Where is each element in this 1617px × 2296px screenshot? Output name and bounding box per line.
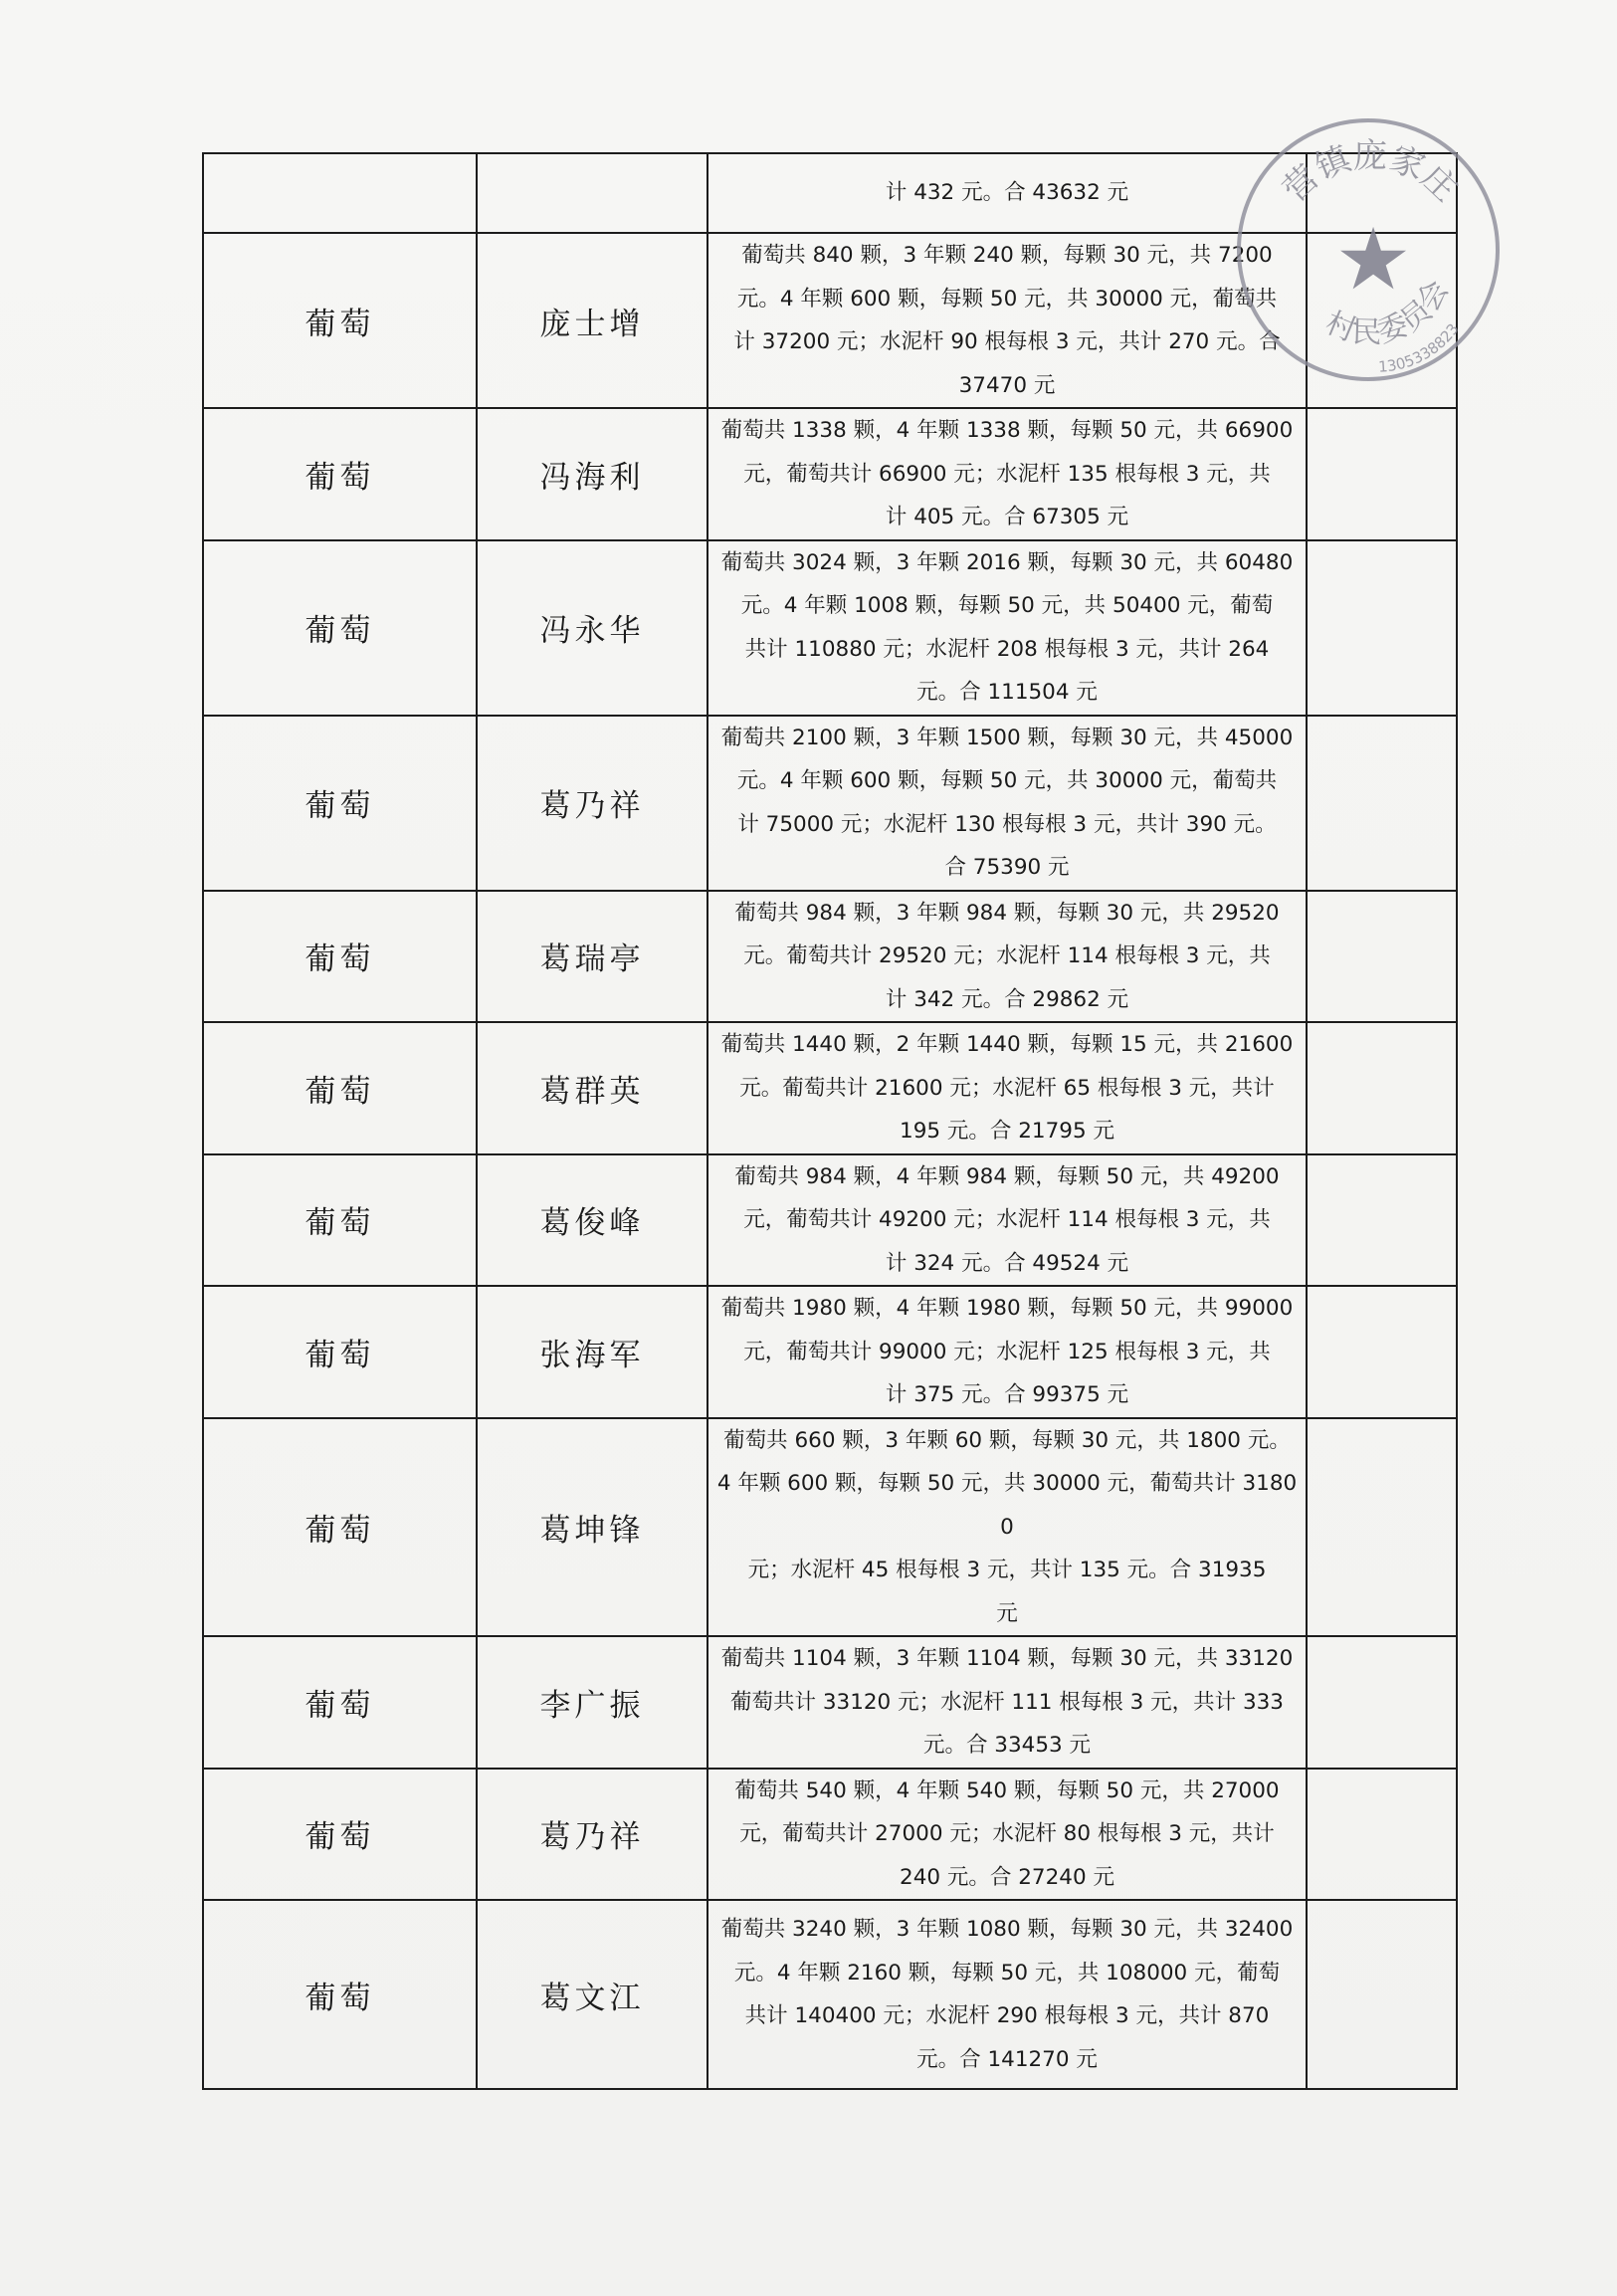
remarks-cell: [1307, 891, 1457, 1023]
seal-star-icon: ★: [1334, 210, 1412, 310]
compensation-detail-cell: [707, 1022, 1307, 1154]
table-row: [203, 716, 1457, 891]
table-row: [203, 233, 1457, 408]
crop-cell: 葡萄: [203, 891, 477, 1023]
compensation-detail-cell: [707, 1900, 1307, 2089]
detail-line: 共计 110880 元；水泥杆 208 根每根 3 元，共计 264: [744, 636, 1270, 662]
detail-line: 元，葡萄共计 66900 元；水泥杆 135 根每根 3 元，共: [743, 461, 1271, 487]
table-row: [203, 1636, 1457, 1769]
detail-line: 葡萄共 840 颗，3 年颗 240 颗，每颗 30 元，共 7200: [741, 243, 1273, 268]
detail-line: 元。4 年颗 600 颗，每颗 50 元，共 30000 元，葡萄共: [736, 768, 1278, 793]
detail-line: 元。4 年颗 2160 颗，每颗 50 元，共 108000 元，葡萄: [733, 1960, 1281, 1985]
owner-name-cell: 葛文江: [477, 1900, 707, 2089]
detail-line: 元。葡萄共计 29520 元；水泥杆 114 根每根 3 元，共: [743, 943, 1271, 968]
detail-line: 葡萄共 3240 颗，3 年颗 1080 颗，每颗 30 元，共 32400: [720, 1917, 1294, 1942]
owner-name-cell: [477, 153, 707, 233]
owner-name-cell: 葛坤锋: [477, 1418, 707, 1637]
table-row: [203, 153, 1457, 233]
compensation-detail-cell: [707, 1769, 1307, 1901]
crop-cell: 葡萄: [203, 1022, 477, 1154]
table-body: [203, 153, 1457, 2089]
crop-cell: 葡萄: [203, 1286, 477, 1418]
table-row: [203, 1022, 1457, 1154]
detail-line: 元。葡萄共计 21600 元；水泥杆 65 根每根 3 元，共计: [739, 1075, 1275, 1101]
detail-line: 元。合 141270 元: [916, 2046, 1098, 2072]
seal-number: 1305338823: [1377, 319, 1463, 376]
detail-line: 计 75000 元；水泥杆 130 根每根 3 元，共计 390 元。: [737, 811, 1277, 837]
owner-name-cell: 葛乃祥: [477, 716, 707, 891]
detail-line: 计 342 元。合 29862 元: [885, 986, 1129, 1012]
remarks-cell: [1307, 716, 1457, 891]
crop-cell: [203, 153, 477, 233]
compensation-detail-cell: [707, 716, 1307, 891]
compensation-detail-cell: [707, 233, 1307, 408]
table-row: [203, 1769, 1457, 1901]
detail-line: 计 405 元。合 67305 元: [885, 505, 1129, 529]
detail-line: 元。4 年颗 600 颗，每颗 50 元，共 30000 元，葡萄共: [736, 286, 1278, 312]
detail-line: 葡萄共 1104 颗，3 年颗 1104 颗，每颗 30 元，共 33120: [720, 1646, 1294, 1671]
crop-cell: 葡萄: [203, 1636, 477, 1769]
remarks-cell: [1307, 1418, 1457, 1637]
crop-cell: 葡萄: [203, 1900, 477, 2089]
detail-line: 元: [996, 1600, 1018, 1626]
owner-name-cell: 葛俊峰: [477, 1154, 707, 1287]
crop-cell: 葡萄: [203, 716, 477, 891]
detail-line: 葡萄共计 33120 元；水泥杆 111 根每根 3 元，共计 333: [730, 1689, 1284, 1715]
remarks-cell: [1307, 233, 1457, 408]
table-row: [203, 1900, 1457, 2089]
remarks-cell: [1307, 408, 1457, 540]
remarks-cell: [1307, 1022, 1457, 1154]
table-row: [203, 408, 1457, 540]
owner-name-cell: 张海军: [477, 1286, 707, 1418]
compensation-table: [202, 152, 1458, 2090]
detail-line: 元，葡萄共计 99000 元；水泥杆 125 根每根 3 元，共: [743, 1339, 1271, 1364]
table-row: [203, 891, 1457, 1023]
detail-line: 元；水泥杆 45 根每根 3 元，共计 135 元。合 31935: [747, 1558, 1267, 1582]
crop-cell: 葡萄: [203, 1154, 477, 1287]
detail-line: 4 年颗 600 颗，每颗 50 元，共 30000 元，葡萄共计 31800: [716, 1471, 1298, 1540]
detail-line: 195 元。合 21795 元: [900, 1119, 1114, 1144]
compensation-detail-cell: [707, 891, 1307, 1023]
remarks-cell: [1307, 1636, 1457, 1769]
detail-line: 共计 140400 元；水泥杆 290 根每根 3 元，共计 870: [744, 2003, 1270, 2028]
seal-bottom-text: 村民委员会: [1320, 274, 1456, 351]
detail-line: 葡萄共 1980 颗，4 年颗 1980 颗，每颗 50 元，共 99000: [720, 1296, 1294, 1321]
detail-line: 37470 元: [958, 372, 1056, 398]
table-row: [203, 1154, 1457, 1287]
remarks-cell: [1307, 540, 1457, 716]
owner-name-cell: 冯永华: [477, 540, 707, 716]
remarks-cell: [1307, 1900, 1457, 2089]
compensation-detail-cell: [707, 1636, 1307, 1769]
table-row: [203, 540, 1457, 716]
seal-top-text: 营镇庞家庄: [1275, 136, 1466, 210]
compensation-detail-cell: [707, 408, 1307, 540]
detail-line: 计 324 元。合 49524 元: [885, 1250, 1129, 1276]
detail-line: 葡萄共 660 颗，3 年颗 60 颗，每颗 30 元，共 1800 元。: [723, 1427, 1291, 1453]
detail-line: 葡萄共 540 颗，4 年颗 540 颗，每颗 50 元，共 27000: [734, 1777, 1280, 1803]
detail-line: 元。合 33453 元: [922, 1733, 1092, 1758]
crop-cell: 葡萄: [203, 233, 477, 408]
owner-name-cell: 庞士增: [477, 233, 707, 408]
detail-line: 合 75390 元: [944, 855, 1070, 880]
crop-cell: 葡萄: [203, 1769, 477, 1901]
detail-line: 元。合 111504 元: [916, 680, 1098, 705]
compensation-detail-cell: [707, 1418, 1307, 1637]
owner-name-cell: 葛群英: [477, 1022, 707, 1154]
detail-line: 计 37200 元；水泥杆 90 根每根 3 元，共计 270 元。合: [733, 329, 1281, 354]
owner-name-cell: 冯海利: [477, 408, 707, 540]
detail-line: 计 432 元。合 43632 元: [885, 180, 1129, 206]
detail-line: 葡萄共 984 颗，4 年颗 984 颗，每颗 50 元，共 49200: [734, 1163, 1280, 1189]
remarks-cell: [1307, 1286, 1457, 1418]
compensation-detail-cell: [707, 1286, 1307, 1418]
compensation-detail-cell: [707, 1154, 1307, 1287]
remarks-cell: [1307, 153, 1457, 233]
compensation-detail-cell: [707, 153, 1307, 233]
remarks-cell: [1307, 1769, 1457, 1901]
table-row: [203, 1418, 1457, 1637]
detail-line: 葡萄共 984 颗，3 年颗 984 颗，每颗 30 元，共 29520: [734, 900, 1280, 926]
detail-line: 葡萄共 1338 颗，4 年颗 1338 颗，每颗 50 元，共 66900: [720, 418, 1294, 443]
owner-name-cell: 葛瑞亭: [477, 891, 707, 1023]
crop-cell: 葡萄: [203, 408, 477, 540]
detail-line: 240 元。合 27240 元: [900, 1864, 1114, 1890]
owner-name-cell: 李广振: [477, 1636, 707, 1769]
detail-line: 葡萄共 2100 颗，3 年颗 1500 颗，每颗 30 元，共 45000: [720, 725, 1294, 750]
owner-name-cell: 葛乃祥: [477, 1769, 707, 1901]
table-row: [203, 1286, 1457, 1418]
detail-line: 元。4 年颗 1008 颗，每颗 50 元，共 50400 元，葡萄: [740, 593, 1274, 618]
remarks-cell: [1307, 1154, 1457, 1287]
detail-line: 元，葡萄共计 27000 元；水泥杆 80 根每根 3 元，共计: [739, 1821, 1275, 1846]
detail-line: 计 375 元。合 99375 元: [885, 1382, 1129, 1407]
detail-line: 元，葡萄共计 49200 元；水泥杆 114 根每根 3 元，共: [743, 1207, 1271, 1232]
detail-line: 葡萄共 1440 颗，2 年颗 1440 颗，每颗 15 元，共 21600: [720, 1032, 1294, 1057]
compensation-detail-cell: [707, 540, 1307, 716]
detail-line: 葡萄共 3024 颗，3 年颗 2016 颗，每颗 30 元，共 60480: [720, 549, 1294, 575]
crop-cell: 葡萄: [203, 540, 477, 716]
crop-cell: 葡萄: [203, 1418, 477, 1637]
